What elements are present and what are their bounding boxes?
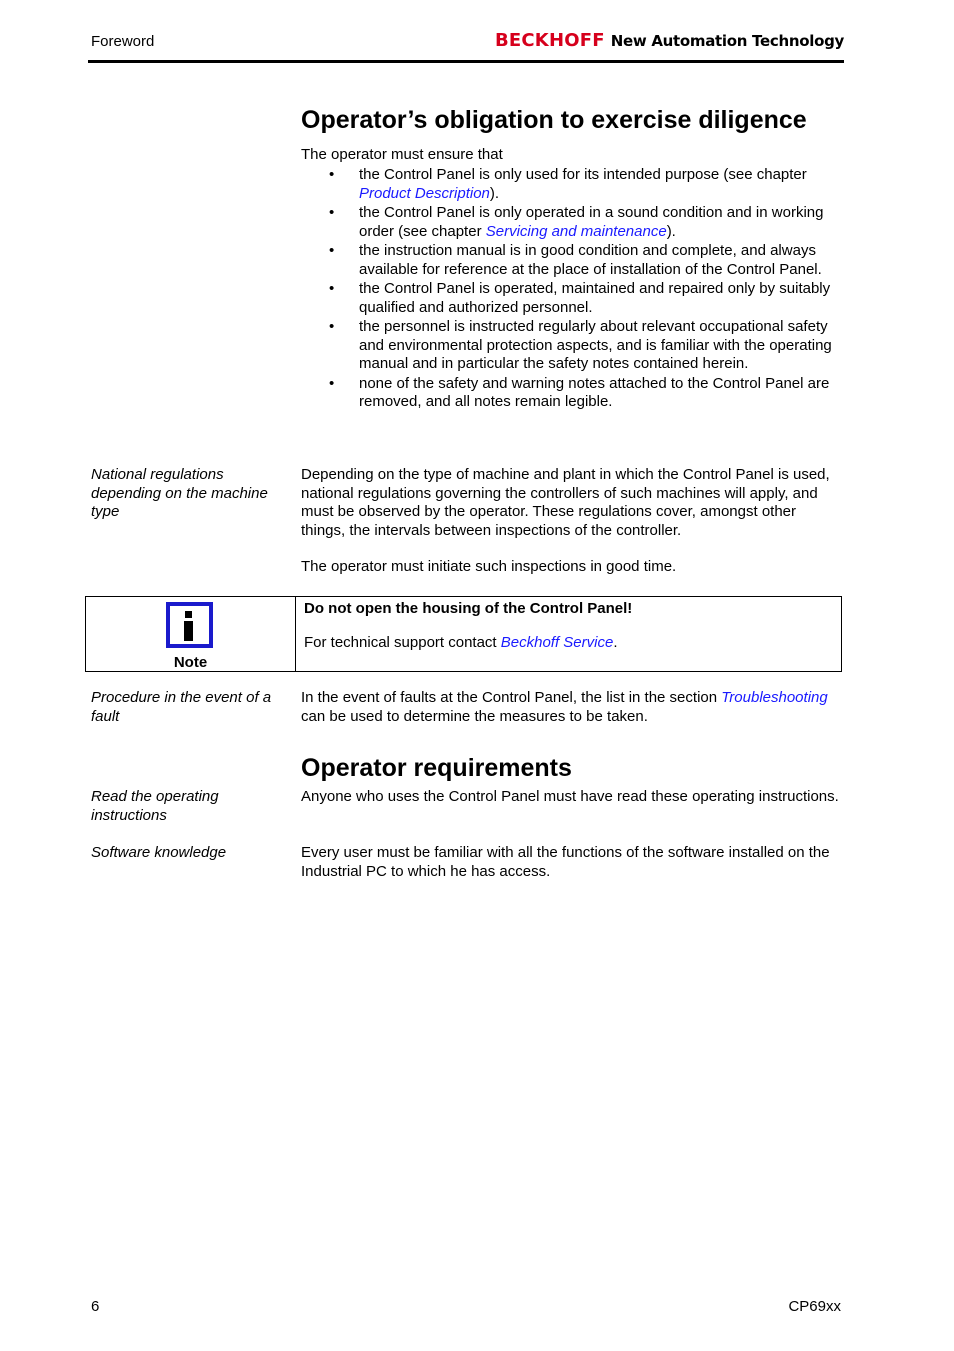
- troubleshooting-link[interactable]: Troubleshooting: [721, 689, 828, 706]
- inspection-text: The operator must initiate such inspections in good time.: [301, 558, 677, 575]
- fault-procedure-text: In the event of faults at the Control Panel, the list in the section Troubleshooting can be used to determine the measures to be taken.: [301, 689, 828, 725]
- list-item: • none of the safety and warning notes attached to the Control Panel are removed, and all notes remain legible.: [329, 374, 830, 410]
- note-divider: [295, 597, 296, 671]
- info-icon: [166, 602, 213, 648]
- list-item: • the Control Panel is only operated in a sound condition and in working order (see chapter Servicing and maintenance).: [329, 204, 824, 240]
- fault-procedure-label: Procedure in the event of a fault: [91, 689, 272, 725]
- page-number: 6: [91, 1298, 100, 1315]
- bullet-icon: •: [329, 280, 335, 297]
- brand-tagline: New Automation Technology: [610, 32, 844, 50]
- software-knowledge-label: Software knowledge: [91, 844, 227, 861]
- list-item: • the instruction manual is in good condition and complete, and always available for reference at the place of installation of the Control Panel.: [329, 242, 822, 278]
- bullet-icon: •: [329, 166, 335, 183]
- bullet-icon: •: [329, 374, 335, 392]
- requirements-heading: Operator requirements: [301, 754, 572, 782]
- note-text: For technical support contact Beckhoff Service.: [304, 634, 618, 651]
- beckhoff-service-link[interactable]: Beckhoff Service: [500, 634, 614, 651]
- diligence-bullet-list: [301, 166, 841, 413]
- list-item: • the personnel is instructed regularly about relevant occupational safety and environmental protection aspects, and is familiar with the operating manual and in particular the safety notes contained herein.: [329, 318, 832, 372]
- list-item: • the Control Panel is only used for its intended purpose (see chapter Product Description).: [329, 166, 807, 202]
- bullet-icon: •: [329, 318, 335, 335]
- diligence-heading: Operator’s obligation to exercise diligence: [301, 106, 807, 134]
- national-regulations-label: National regulations depending on the machine type: [91, 466, 268, 520]
- beckhoff-logo-text: BECKHOFF: [494, 30, 605, 51]
- product-description-link[interactable]: Product Description: [359, 184, 490, 202]
- header-section-title: Foreword: [91, 33, 155, 50]
- note-label: Note: [173, 654, 208, 671]
- national-regulations-text: Depending on the type of machine and plant in which the Control Panel is used, national regulations governing the controllers of such machines will apply, and must be observed by the operator. These regulations cover, amongst other things, the intervals between inspections of the controller.: [301, 466, 830, 539]
- servicing-maintenance-link[interactable]: Servicing and maintenance: [485, 222, 667, 240]
- document-id: CP69xx: [788, 1298, 841, 1315]
- read-instructions-text: Anyone who uses the Control Panel must have read these operating instructions.: [301, 788, 839, 805]
- bullet-icon: •: [329, 204, 335, 221]
- note-box: [85, 596, 842, 672]
- header-divider: [88, 60, 844, 63]
- software-knowledge-text: Every user must be familiar with all the functions of the software installed on the Industrial PC to which he has access.: [301, 844, 830, 880]
- list-item: • the Control Panel is operated, maintained and repaired only by suitably qualified and authorized personnel.: [329, 280, 831, 316]
- bullet-icon: •: [329, 242, 335, 259]
- diligence-intro: The operator must ensure that: [301, 146, 503, 163]
- brand-logo: [495, 30, 844, 51]
- read-instructions-label: Read the operating instructions: [91, 788, 219, 824]
- note-title: Do not open the housing of the Control Panel!: [304, 600, 633, 617]
